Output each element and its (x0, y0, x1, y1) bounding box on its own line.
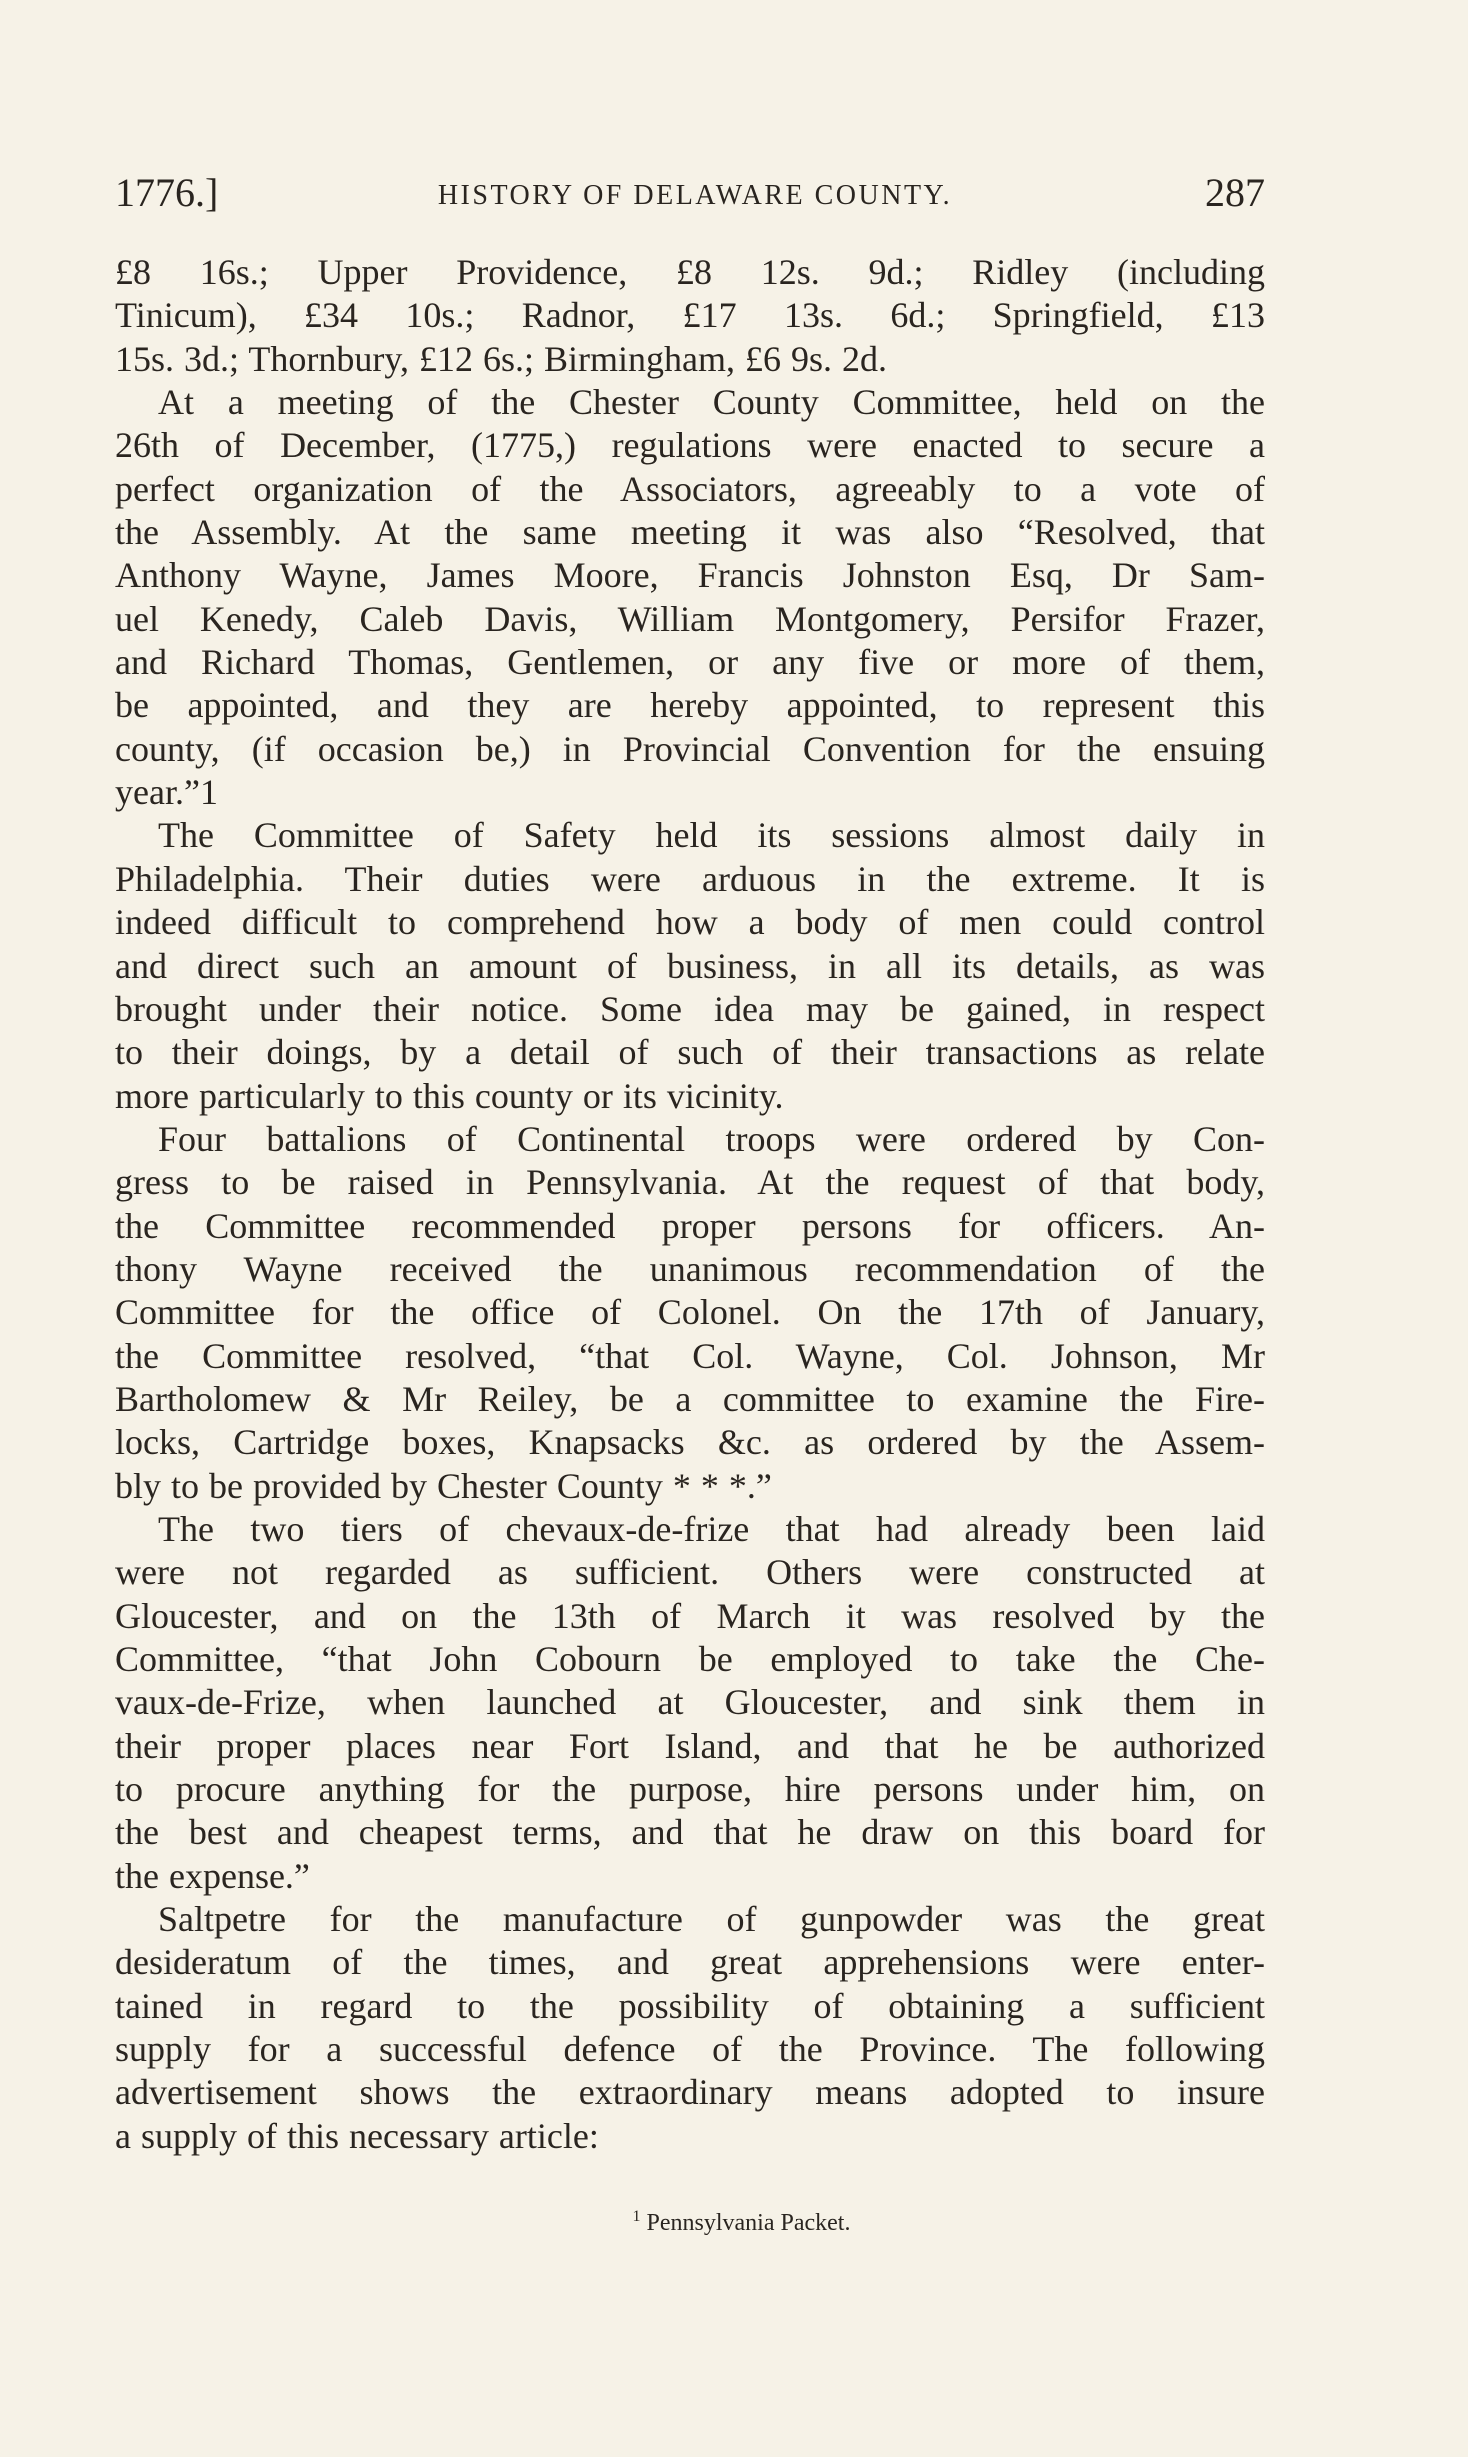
text-line: and direct such an amount of business, in all its details, as was (115, 945, 1265, 986)
text-line: Bartholomew & Mr Reiley, be a committee to examine the Fire- (115, 1378, 1265, 1419)
text-line: uel Kenedy, Caleb Davis, William Montgomery, Persifor Frazer, (115, 598, 1265, 639)
footnote-marker: 1 (632, 2208, 641, 2225)
text-line: their proper places near Fort Island, and that he be authorized (115, 1725, 1265, 1766)
text-line: £8 16s.; Upper Providence, £8 12s. 9d.; Ridley (including (115, 252, 1265, 292)
text-line: the expense.” (115, 1855, 310, 1896)
text-line: Philadelphia. Their duties were arduous in the extreme. It is (115, 858, 1265, 899)
text-line: Tinicum), £34 10s.; Radnor, £17 13s. 6d.; Springfield, £13 (115, 295, 1265, 336)
text-line: to procure anything for the purpose, hire persons under him, on (115, 1769, 1265, 1810)
text-line: Committee, “that John Cobourn be employed to take the Che- (115, 1639, 1265, 1679)
text-line: vaux-de-Frize, when launched at Gloucester, and sink them in (115, 1682, 1265, 1723)
running-head-year: 1776.] (115, 170, 219, 215)
text-line: indeed difficult to comprehend how a body of men could control (115, 902, 1265, 943)
running-head-title: HISTORY OF DELAWARE COUNTY. (437, 180, 953, 211)
text-line: the Committee resolved, “that Col. Wayne, Col. Johnson, Mr (115, 1335, 1265, 1376)
text-line: a supply of this necessary article: (115, 2115, 599, 2156)
text-line: The Committee of Safety held its sessions almost daily in (158, 815, 1265, 856)
text-line: bly to be provided by Chester County * * *.” (115, 1465, 772, 1506)
text-line: advertisement shows the extraordinary means adopted to insure (115, 2072, 1265, 2113)
text-line: more particularly to this county or its vicinity. (115, 1075, 784, 1116)
text-line: 15s. 3d.; Thornbury, £12 6s.; Birmingham, £6 9s. 2d. (115, 338, 887, 379)
footnote-text: Pennsylvania Packet. (646, 2210, 851, 2236)
text-line: the Assembly. At the same meeting it was also “Resolved, that (115, 512, 1265, 553)
text-line: the Committee recommended proper persons for officers. An- (115, 1205, 1265, 1246)
running-head (115, 168, 1265, 218)
text-line: the best and cheapest terms, and that he draw on this board for (115, 1812, 1265, 1853)
page-number: 287 (1205, 170, 1265, 215)
text-line: locks, Cartridge boxes, Knapsacks &c. as ordered by the Assem- (115, 1422, 1265, 1463)
text-line: 26th of December, (1775,) regulations were enacted to secure a (115, 425, 1265, 466)
text-line: tained in regard to the possibility of obtaining a sufficient (115, 1985, 1265, 2026)
body-text (115, 251, 1265, 2158)
text-line: brought under their notice. Some idea may be gained, in respect (115, 988, 1265, 1029)
text-line: perfect organization of the Associators, agreeably to a vote of (115, 468, 1265, 509)
text-line: thony Wayne received the unanimous recommendation of the (115, 1248, 1265, 1289)
text-line: Committee for the office of Colonel. On the 17th of January, (115, 1292, 1265, 1333)
text-line: At a meeting of the Chester County Committee, held on the (158, 382, 1265, 423)
text-line: Gloucester, and on the 13th of March it was resolved by the (115, 1595, 1265, 1636)
text-line: Anthony Wayne, James Moore, Francis Johnston Esq, Dr Sam- (115, 555, 1265, 596)
text-line: supply for a successful defence of the Province. The following (115, 2029, 1265, 2070)
text-line: year.”1 (115, 772, 218, 813)
text-line: to their doings, by a detail of such of their transactions as relate (115, 1032, 1265, 1073)
text-line: Saltpetre for the manufacture of gunpowder was the great (158, 1899, 1265, 1940)
text-line: be appointed, and they are hereby appointed, to represent this (115, 685, 1265, 726)
text-line: county, (if occasion be,) in Provincial Convention for the ensuing (115, 728, 1265, 769)
footnote (0, 2200, 1468, 2240)
text-line: gress to be raised in Pennsylvania. At the request of that body, (115, 1162, 1265, 1203)
text-line: The two tiers of chevaux-de-frize that had already been laid (158, 1508, 1265, 1549)
text-line: desideratum of the times, and great apprehensions were enter- (115, 1942, 1265, 1983)
text-line: were not regarded as sufficient. Others were constructed at (115, 1552, 1265, 1593)
text-line: and Richard Thomas, Gentlemen, or any five or more of them, (115, 642, 1265, 683)
text-line: Four battalions of Continental troops were ordered by Con- (158, 1118, 1265, 1159)
